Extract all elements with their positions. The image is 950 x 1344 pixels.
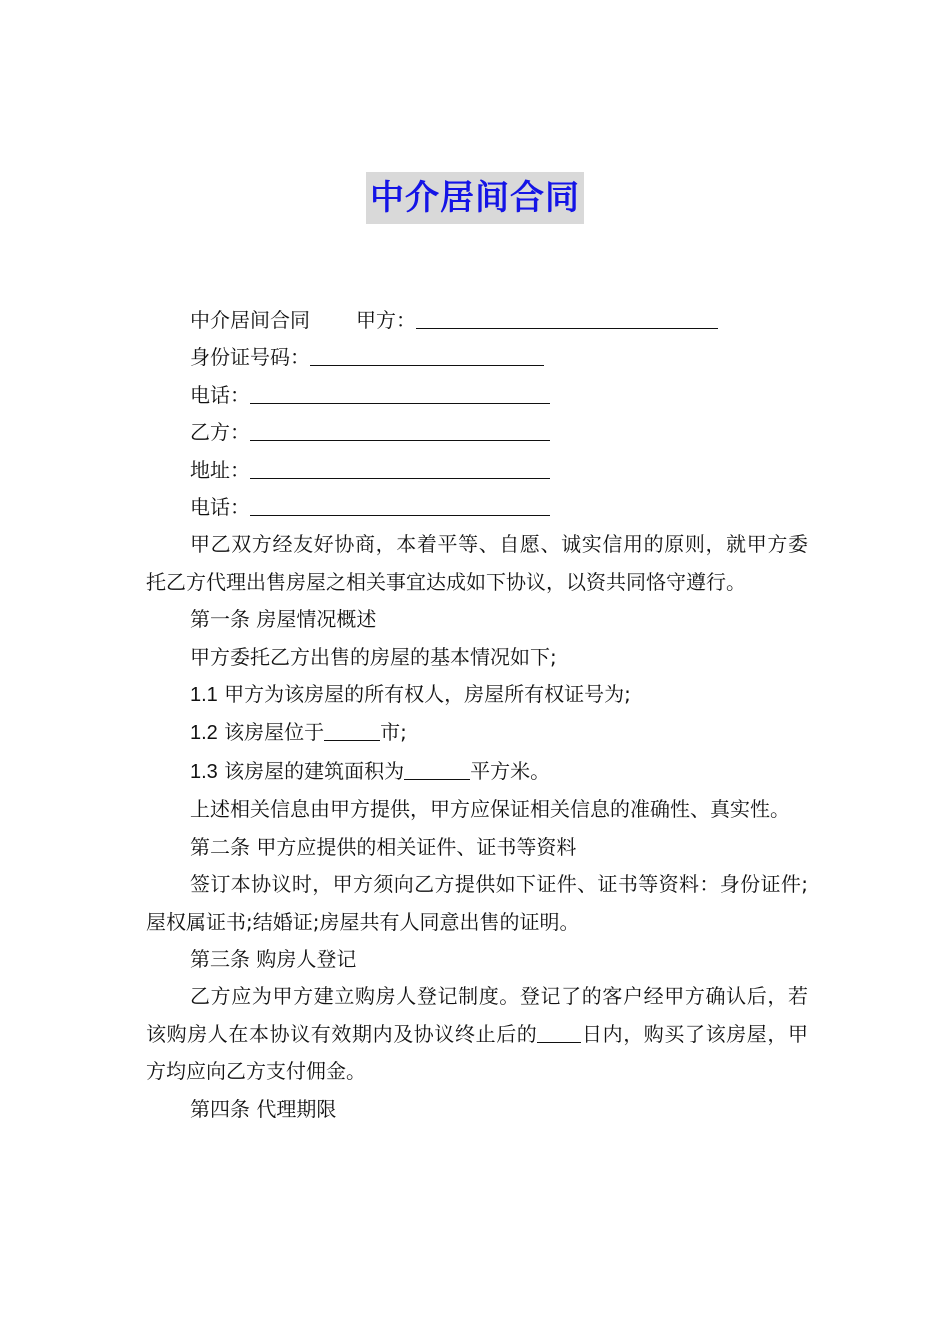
intro-paragraph: 甲乙双方经友好协商，本着平等、自愿、诚实信用的原则，就甲方委托乙方代理出售房屋之相关事宜达成如下协议，以资共同恪守遵行。 [146,532,808,594]
article3-text-post: 日内，购买了该房屋，甲方均应向乙方支付佣金。 [146,1021,809,1084]
area-blank [404,757,470,780]
id-number-line [146,339,808,376]
address-line [146,452,808,489]
address-label: 地址： [190,457,250,482]
item-1-1-text: 甲方为该房屋的所有权人，房屋所有权证号为; [224,682,631,707]
phone-a-label: 电话： [190,382,250,407]
article3-heading: 第三条 购房人登记 [190,946,357,971]
id-number-label: 身份证号码： [190,345,310,370]
party-a-blank [416,306,718,329]
article3-text [146,978,808,1090]
item-1-3-number: 1.3 [190,760,218,783]
address-blank [250,456,550,479]
item-1-2-pre: 该房屋位于 [224,720,325,745]
item-1-2-number: 1.2 [190,722,218,745]
party-b-label: 乙方： [190,420,250,445]
document-body [146,302,808,1128]
phone-a-blank [250,381,550,404]
item-1-3 [146,753,808,791]
contract-name-label: 中介居间合同 [190,308,310,332]
article4-heading: 第四条 代理期限 [190,1096,337,1121]
article3-text-pre: 乙方应为甲方建立购房人登记制度。登记了的客户经甲方确认后，若该购房人在本协议有效期内及协议终止后的 [146,984,808,1046]
item-1-3-pre: 该房屋的建筑面积为 [224,758,405,783]
city-blank [324,718,380,741]
party-a-label: 甲方： [356,308,416,332]
phone-b-label: 电话： [190,495,250,520]
article2-text: 签订本协议时，甲方须向乙方提供如下证件、证书等资料：身份证件;屋权属证书;结婚证;房屋共有人同意出售的证明。 [146,872,808,934]
article2-heading: 第二条 甲方应提供的相关证件、证书等资料 [190,834,577,859]
days-blank [537,1020,581,1043]
title-area [0,172,950,224]
item-1-1-number: 1.1 [190,684,218,707]
document-title: 中介居间合同 [366,172,584,224]
item-1-1 [146,676,808,714]
party-b-line [146,414,808,451]
article1-heading: 第一条 房屋情况概述 [190,607,377,632]
item-1-3-post: 平方米。 [470,758,551,783]
item-1-2 [146,714,808,752]
phone-b-blank [250,493,550,516]
item-1-2-post: 市; [380,720,407,745]
phone-b-line [146,489,808,526]
party-a-line [146,302,808,339]
phone-a-line [146,377,808,414]
id-number-blank [310,343,544,366]
article1-lead: 甲方委托乙方出售的房屋的基本情况如下; [190,644,557,669]
article1-note: 上述相关信息由甲方提供，甲方应保证相关信息的准确性、真实性。 [190,797,790,822]
party-b-blank [250,418,550,441]
